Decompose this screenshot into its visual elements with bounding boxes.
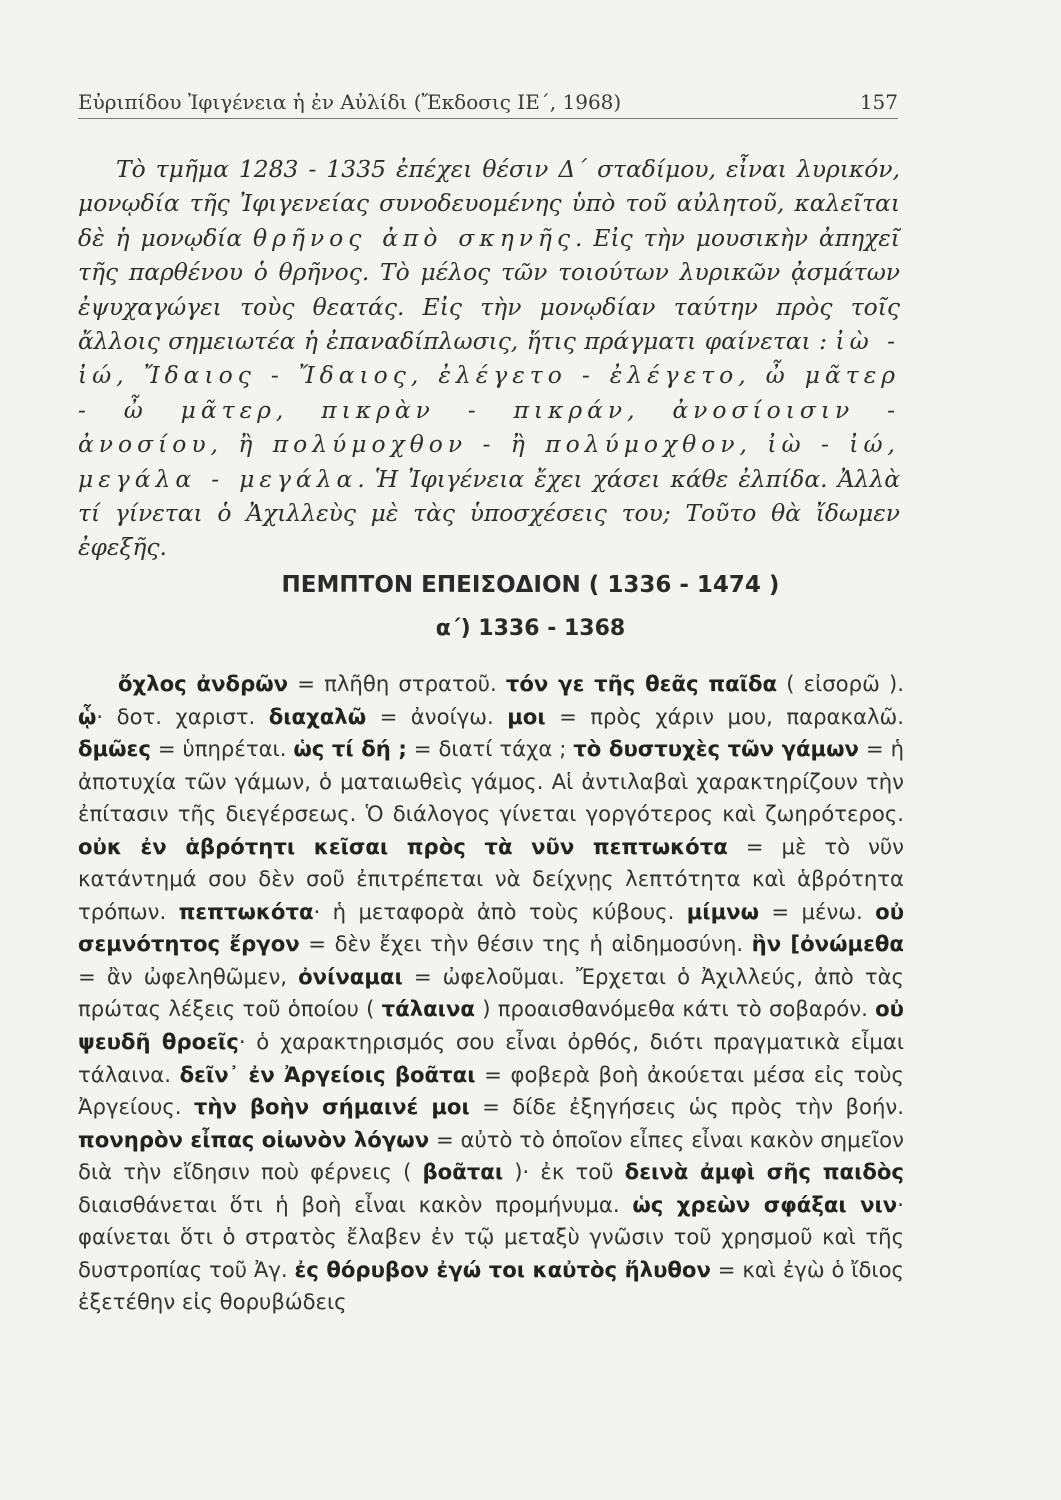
gloss: )· ἐκ τοῦ	[503, 1159, 625, 1185]
lemma: δεῖν᾽ ἐν Ἀργείοις βοᾶται	[179, 1061, 476, 1087]
lemma: ὡς τί δή ;	[293, 736, 407, 762]
gloss: ( εἰσορῶ ).	[777, 671, 904, 696]
gloss: = φοβερὰ βοὴ ἀκούεται μέσα εἰς τοὺς Ἀργείους.	[78, 1061, 904, 1120]
gloss: = ὑπηρέται.	[150, 736, 294, 762]
lemma: τόν γε τῆς θεᾶς παῖδα	[505, 671, 778, 696]
gloss: = ὠφελοῦμαι. Ἔρχεται ὁ Ἀχιλλεύς, ἀπὸ τὰς πρώτας λέξεις τοῦ ὁποίου (	[78, 963, 904, 1022]
lemma: μίμνω	[686, 898, 760, 924]
gloss: ) προαισθανόμεθα κάτι τὸ σοβαρόν.	[474, 996, 876, 1022]
lemma: ὡς χρεὼν σφάξαι νιν	[632, 1191, 898, 1217]
gloss: = πλῆθη στρατοῦ.	[288, 671, 506, 696]
lemma: τάλαινα	[381, 996, 475, 1022]
lemma: μοι	[507, 703, 546, 729]
gloss: = αὐτὸ τὸ ὁποῖον εἶπες εἶναι κακὸν σημεῖον διὰ τὴν εἴδησιν ποὺ φέρνεις (	[78, 1126, 904, 1185]
lemma: ἣν [ὀνώμεθα	[751, 931, 904, 957]
gloss: = διατί τάχα ;	[406, 736, 574, 762]
gloss: = μένω.	[759, 898, 876, 924]
gloss: = πρὸς χάριν μου, παρακαλῶ.	[545, 703, 904, 729]
section-subheading: α΄) 1336 - 1368	[435, 616, 626, 641]
gloss: · ὁ χαρακτηρισμός σου εἶναι ὀρθός, διότι πραγματικὰ εἶμαι τάλαινα.	[78, 1029, 904, 1087]
lemma: ὀνίναμαι	[298, 963, 403, 989]
section-heading: ΠΕΜΠΤΟΝ ΕΠΕΙΣΟΔΙΟΝ ( 1336 - 1474 )	[281, 572, 780, 598]
intro-text-3: . Ἡ Ἰφιγένεια ἔχει χάσει κάθε ἐλπίδα. Ἀλλὰ τί γίνεται ὁ Ἀχιλλεὺς μὲ τὰς ὑποσχέσεις του; Τοῦτο θὰ ἴδωμεν ἐφεξῆς.	[78, 464, 900, 562]
lemma: ἐς θόρυβον ἐγώ τοι καὐτὸς ἤλυθον	[294, 1256, 711, 1282]
gloss: · φαίνεται ὅτι ὁ στρατὸς ἔλαβεν ἐν τῷ μεταξὺ γνῶσιν τοῦ χρησμοῦ καὶ τῆς δυστροπίας τοῦ Ἀγ.	[78, 1191, 904, 1282]
lemma: τὸ δυστυχὲς τῶν γάμων	[573, 736, 859, 762]
page-number: 157	[859, 90, 898, 114]
intro-text-2: . Εἰς τὴν μουσικὴν ἀπηχεῖ τῆς παρθένου ὁ θρῆνος. Τὸ μέλος τῶν τοιούτων λυρικῶν ᾀσμάτων ἐψυχαγώγει τοὺς θεατάς. Εἰς τὴν μονῳδίαν ταύτην πρὸς τοῖς ἄλλοις σημειωτέα ἡ ἐπαναδίπλωσις, ἥτις πράγματι φαίνεται :	[78, 223, 900, 356]
commentary-paragraph	[78, 668, 904, 1319]
lemma: πεπτωκότα	[178, 898, 314, 924]
gloss: διαισθάνεται ὅτι ἡ βοὴ εἶναι κακὸν προμήνυμα.	[78, 1191, 633, 1217]
spaced-repetitions: ἰὼ - ἰώ, Ἴδαιος - Ἴδαιος, ἐλέγετο - ἐλέγετο, ὦ μᾶτερ - ὦ μᾶτερ, πικρὰν - πικράν, ἀνοσίοισιν - ἀνοσίου, ἢ πολύμοχθον - ἢ πολύμοχθον, ἰὼ - ἰώ, μεγάλα - μεγάλα	[78, 327, 900, 493]
intro-paragraph	[78, 152, 900, 565]
intro-text-1: Τὸ τμῆμα 1283 - 1335 ἐπέχει θέσιν Δ΄ σταδίμου, εἶναι λυρικόν, μονῳδία τῆς Ἰφιγενείας συνοδευομένης ὑπὸ τοῦ αὐλητοῦ, καλεῖται δὲ ἡ μονῳδία	[78, 155, 900, 252]
gloss: = ἡ ἀποτυχία τῶν γάμων, ὁ ματαιωθεὶς γάμος. Αἱ ἀντιλαβαὶ χαρακτηρίζουν τὴν ἐπίτασιν τῆς διεγέρσεως. Ὁ διάλογος γίνεται γοργότερος καὶ ζωηρότερος.	[78, 736, 904, 827]
gloss: = ἂν ὠφεληθῶμεν,	[78, 963, 299, 989]
gloss: = δὲν ἔχει τὴν θέσιν της ἡ αἰδημοσύνη.	[299, 931, 752, 957]
lemma: τὴν βοὴν σήμαινέ μοι	[193, 1094, 470, 1120]
lemma: ᾧ	[78, 703, 97, 729]
gloss: = ἀνοίγω.	[366, 703, 508, 729]
lemma: πονηρὸν εἶπας οἰωνὸν λόγων	[78, 1126, 430, 1152]
lemma: οὐ σεμνότητος ἔργον	[78, 898, 905, 957]
running-title: Εὐριπίδου Ἰφιγένεια ἡ ἐν Αὐλίδι (Ἔκδοσις ΙΕ΄, 1968)	[78, 90, 622, 114]
spaced-term-threnos: θρῆνος ἀπὸ σκηνῆς	[253, 223, 576, 252]
lemma: διαχαλῶ	[268, 703, 367, 729]
lemma: ὄχλος ἀνδρῶν	[118, 671, 289, 696]
gloss: · ἡ μεταφορὰ ἀπὸ τοὺς κύβους.	[313, 898, 687, 924]
lemma: δεινὰ ἀμφὶ σῆς παιδὸς	[624, 1159, 904, 1185]
lemma: δμῶες	[78, 736, 151, 762]
lemma: οὐκ ἐν ἁβρότητι κεῖσαι πρὸς τὰ νῦν πεπτωκότα	[78, 833, 728, 859]
lemma: βοᾶται	[422, 1159, 504, 1185]
lemma: οὐ ψευδῆ θροεῖς	[78, 996, 904, 1055]
gloss: = καὶ ἐγὼ ὁ ἴδιος ἐξετέθην εἰς θορυβώδεις	[78, 1256, 904, 1315]
gloss: = δίδε ἐξηγήσεις ὡς πρὸς τὴν βοήν.	[469, 1094, 904, 1120]
gloss: = μὲ τὸ νῦν κατάντημά σου δὲν σοῦ ἐπιτρέπεται νὰ δείχνῃς λεπτότητα καὶ ἁβρότητα τρόπων.	[78, 833, 904, 924]
running-header	[78, 84, 898, 119]
gloss: · δοτ. χαριστ.	[96, 703, 269, 729]
